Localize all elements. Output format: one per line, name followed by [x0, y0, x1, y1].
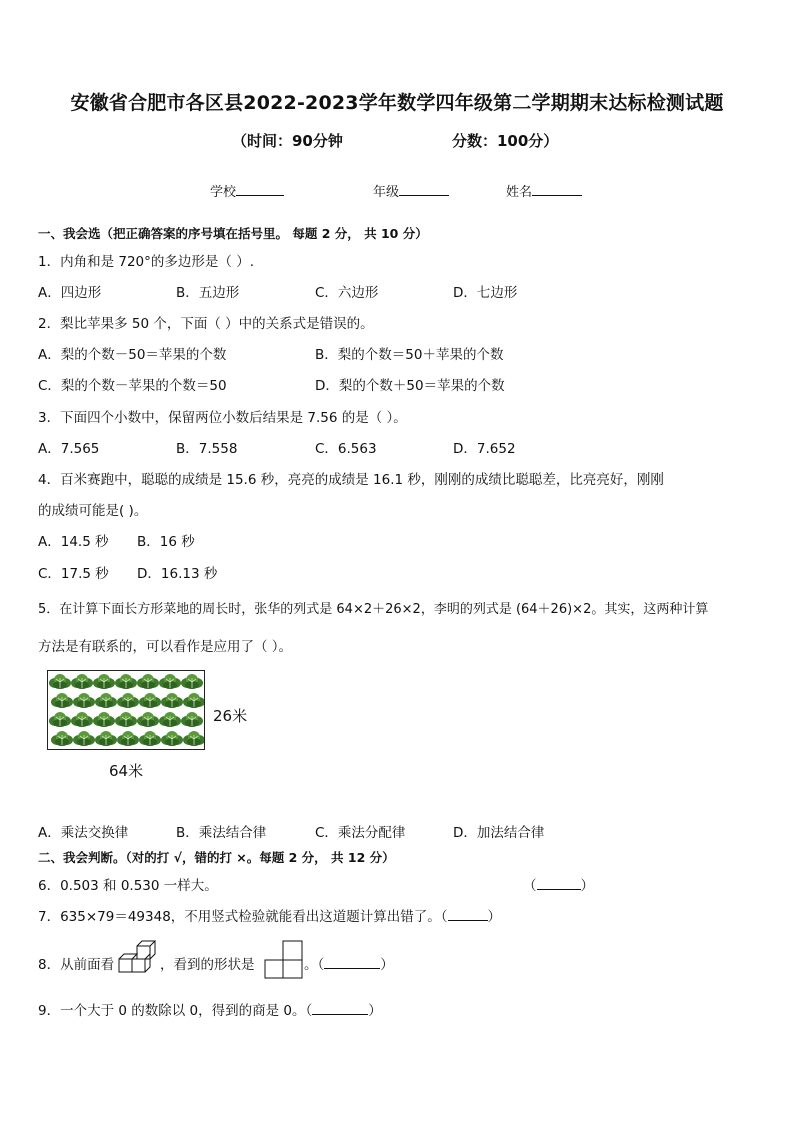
q3-option-a[interactable]: A．7.565 — [38, 441, 100, 457]
cabbage-icon — [73, 731, 95, 746]
section1-heading: 一、我会选（把正确答案的序号填在括号里。 每题 2 分， 共 10 分） — [38, 226, 428, 241]
question-4-line2: 的成绩可能是( )。 — [38, 503, 148, 519]
cabbage-icon — [93, 712, 115, 727]
cabbage-icon — [137, 674, 159, 689]
name-blank[interactable] — [532, 183, 582, 196]
cabbage-icon — [115, 674, 137, 689]
q5-option-b[interactable]: B．乘法结合律 — [176, 825, 267, 841]
q9-end: ） — [368, 1003, 382, 1019]
q9-answer-blank[interactable] — [312, 1002, 368, 1015]
cabbage-icon — [161, 693, 183, 708]
q7-end: ） — [487, 909, 502, 925]
q5-option-a[interactable]: A．乘法交换律 — [38, 825, 129, 841]
cabbage-icon — [181, 712, 203, 727]
cabbage-icon — [139, 693, 161, 708]
cabbage-icon — [51, 693, 73, 708]
cabbage-icon — [183, 693, 204, 708]
exam-score: 分数：100分） — [452, 132, 559, 150]
q8-answer-blank[interactable] — [324, 956, 380, 969]
cabbage-icon — [71, 712, 93, 727]
cabbage-icon — [51, 731, 73, 746]
field-width-label: 26米 — [213, 707, 248, 725]
q4-option-a[interactable]: A．14.5 秒 — [38, 534, 109, 550]
page-title: 安徽省合肥市各区县2022-2023学年数学四年级第二学期期末达标检测试题 — [70, 92, 724, 114]
question-5-line1: 5．在计算下面长方形菜地的周长时，张华的列式是 64×2＋26×2，李明的列式是 (64＋26)×2。其实，这两种计算 — [38, 602, 709, 617]
question-6: 6．0.503 和 0.530 一样大。 — [38, 878, 218, 894]
q4-option-c[interactable]: C．17.5 秒 — [38, 566, 109, 582]
q1-option-a[interactable]: A．四边形 — [38, 285, 102, 301]
question-2: 2．梨比苹果多 50 个，下面（ ）中的关系式是错误的。 — [38, 316, 374, 332]
cabbage-icon — [161, 731, 183, 746]
exam-time: （时间：90分钟 — [232, 132, 343, 150]
cabbage-icon — [137, 712, 159, 727]
q8-text-a: 8．从前面看 — [38, 957, 115, 973]
name-label: 姓名 — [506, 185, 533, 200]
cabbage-icon — [117, 731, 139, 746]
question-8 — [38, 953, 114, 973]
q2-option-b[interactable]: B．梨的个数＝50＋苹果的个数 — [315, 347, 504, 363]
q2-option-a[interactable]: A．梨的个数－50＝苹果的个数 — [38, 347, 227, 363]
cube-stack-icon — [118, 940, 156, 976]
vegetable-field-image — [47, 670, 205, 750]
q3-option-c[interactable]: C．6.563 — [315, 441, 377, 457]
cabbage-icon — [73, 693, 95, 708]
q1-option-b[interactable]: B．五边形 — [176, 285, 240, 301]
q8-answer — [304, 953, 394, 973]
cabbage-icon — [181, 674, 203, 689]
q5-option-c[interactable]: C．乘法分配律 — [315, 825, 406, 841]
question-9 — [38, 999, 382, 1019]
q4-option-b[interactable]: B．16 秒 — [137, 534, 195, 550]
cabbage-icon — [115, 712, 137, 727]
q2-option-d[interactable]: D．梨的个数＋50＝苹果的个数 — [315, 378, 505, 394]
cabbage-icon — [159, 674, 181, 689]
q1-option-c[interactable]: C．六边形 — [315, 285, 379, 301]
q7-text: 7．635×79＝49348，不用竖式检验就能看出这道题计算出错了。（ — [38, 909, 448, 925]
q6-answer[interactable] — [523, 874, 594, 894]
q8-text-b: ，看到的形状是 — [160, 957, 255, 973]
question-3: 3．下面四个小数中，保留两位小数后结果是 7.56 的是（ ）。 — [38, 410, 407, 426]
cabbage-icon — [49, 674, 71, 689]
school-field — [210, 181, 284, 200]
question-5-line2: 方法是有联系的，可以看作是应用了（ ）。 — [38, 639, 293, 655]
cabbage-icon — [159, 712, 181, 727]
q3-option-d[interactable]: D．7.652 — [453, 441, 516, 457]
q5-option-d[interactable]: D．加法结合律 — [453, 825, 545, 841]
cabbage-icon — [95, 731, 117, 746]
cabbage-icon — [49, 712, 71, 727]
q6-answer-blank[interactable] — [537, 877, 581, 890]
q4-option-d[interactable]: D．16.13 秒 — [137, 566, 218, 582]
question-4-line1: 4．百米赛跑中，聪聪的成绩是 15.6 秒，亮亮的成绩是 16.1 秒，刚刚的成绩比聪聪差，比亮亮好，刚刚 — [38, 472, 664, 488]
section2-heading: 二、我会判断。（对的打 √，错的打 ×。每题 2 分， 共 12 分） — [38, 850, 395, 865]
q6-paren-close: ） — [580, 878, 594, 894]
front-view-shape-icon — [264, 940, 304, 980]
school-blank[interactable] — [236, 183, 284, 196]
grade-label: 年级 — [373, 185, 400, 200]
field-length-label: 64米 — [109, 762, 144, 780]
grade-blank[interactable] — [399, 183, 449, 196]
cabbage-icon — [139, 731, 161, 746]
q1-option-d[interactable]: D．七边形 — [453, 285, 518, 301]
q7-answer-blank[interactable] — [448, 908, 488, 921]
q6-paren-open: （ — [523, 878, 537, 894]
question-1: 1．内角和是 720°的多边形是（ ）. — [38, 254, 254, 270]
q8-end: ） — [380, 957, 394, 973]
q3-option-b[interactable]: B．7.558 — [176, 441, 238, 457]
grade-field — [373, 181, 449, 200]
cabbage-icon — [183, 731, 204, 746]
cabbage-icon — [95, 693, 117, 708]
question-7 — [38, 905, 501, 925]
cabbage-icon — [71, 674, 93, 689]
school-label: 学校 — [210, 185, 237, 200]
q8-text-c: 。（ — [304, 957, 325, 973]
q9-text: 9．一个大于 0 的数除以 0，得到的商是 0。（ — [38, 1003, 313, 1019]
name-field — [506, 181, 582, 200]
cabbage-icon — [117, 693, 139, 708]
cabbage-icon — [93, 674, 115, 689]
q2-option-c[interactable]: C．梨的个数－苹果的个数＝50 — [38, 378, 227, 394]
